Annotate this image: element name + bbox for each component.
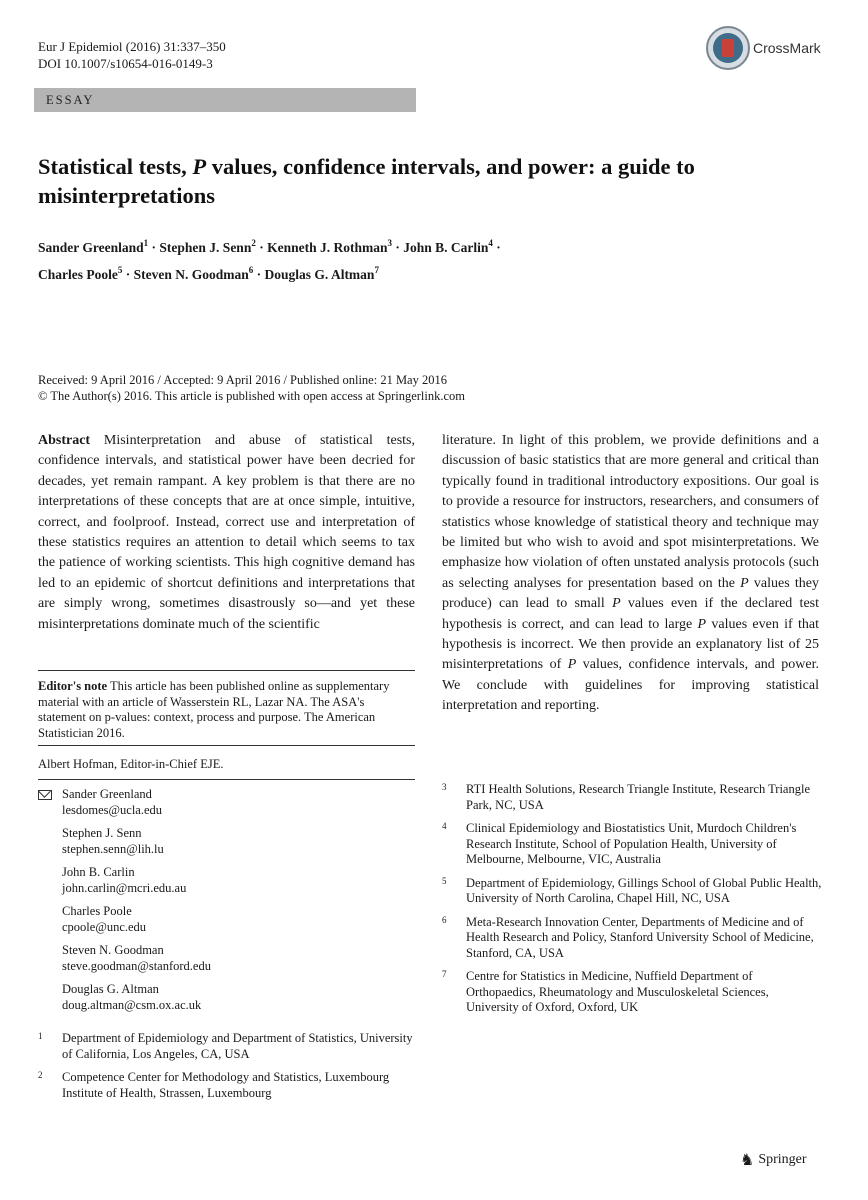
correspondent-email[interactable]: stephen.senn@lih.lu <box>62 841 164 856</box>
affiliation-item <box>38 1070 415 1101</box>
crossmark-icon <box>706 26 750 70</box>
affiliation-text: Department of Epidemiology and Department of Statistics, University of California, Los Angeles, CA, USA <box>62 1031 413 1061</box>
correspondence-entry <box>38 826 415 857</box>
author-affiliation-marker: 7 <box>374 265 379 275</box>
author-line-1: Sander Greenland$^1$ · Stephen J. Senn$^2$ · Kenneth J. Rothman$^3$ · John B. Carlin$^4$ · <box>38 238 501 255</box>
affiliation-item <box>442 915 822 962</box>
affiliation-number: 1 <box>38 1031 43 1041</box>
affiliation-item <box>442 821 822 868</box>
author-name[interactable]: Douglas G. Altman <box>264 267 375 282</box>
affiliations-right <box>442 782 822 1024</box>
affiliation-item <box>442 876 822 907</box>
author-name[interactable]: Sander Greenland <box>38 240 144 255</box>
author-line-2: Charles Poole$^5$ · Steven N. Goodman$^6$ · Douglas G. Altman$^7$ <box>38 265 379 282</box>
affiliation-text: Competence Center for Methodology and Statistics, Luxembourg Institute of Health, Strassen, Luxembourg <box>62 1070 390 1100</box>
correspondent-email[interactable]: steve.goodman@stanford.edu <box>62 958 211 973</box>
abstract-text-left: Misinterpretation and abuse of statistical tests, confidence intervals, and statistical power have been decried for decades, yet remain rampant. A key problem is that there are no interpretations of these concepts that are at once simple, intuitive, correct, and foolproof. Instead, correct use and interpretation of these statistics requires an attention to detail which seems to tax the patience of working scientists. This high cognitive demand has led to an epidemic of shortcut definitions and interpretations that are simply wrong, sometimes disastrously so—and yet these misinterpretations dominate much of the scientific <box>38 433 416 632</box>
divider <box>38 745 415 746</box>
affiliation-number: 2 <box>38 1070 43 1080</box>
correspondence-entry <box>38 865 415 896</box>
affiliation-number: 4 <box>442 821 447 831</box>
affiliation-text: Meta-Research Innovation Center, Departments of Medicine and of Health Research and Policy, Stanford University School of Medicine, Stanford, CA, USA <box>466 914 814 960</box>
crossmark-label: CrossMark <box>753 40 821 56</box>
correspondent-name: Douglas G. Altman <box>62 982 159 996</box>
divider <box>38 670 415 671</box>
editor-note <box>38 679 415 741</box>
correspondence-entry <box>38 982 415 1013</box>
correspondent-email[interactable]: cpoole@unc.edu <box>62 919 147 934</box>
section-label: ESSAY <box>34 88 416 112</box>
author-affiliation-marker: 5 <box>117 265 123 275</box>
correspondent-name: Charles Poole <box>62 904 132 918</box>
springer-horse-icon: ♞ <box>740 1152 755 1169</box>
publisher-logo <box>740 1150 807 1170</box>
author-name[interactable]: Steven N. Goodman <box>133 267 249 282</box>
correspondent-name: Steven N. Goodman <box>62 943 164 957</box>
correspondent-email[interactable]: john.carlin@mcri.edu.au <box>62 880 187 895</box>
envelope-icon <box>38 790 52 800</box>
affiliations-left <box>38 1031 415 1109</box>
divider <box>38 779 415 780</box>
copyright-line: © The Author(s) 2016. This article is published with open access at Springerlink.com <box>38 389 466 403</box>
editor-note-label: Editor's note <box>38 679 108 693</box>
affiliation-item <box>442 969 822 1016</box>
editor-note-text: This article has been published online as supplementary material with an article of Wasserstein RL, Lazar NA. The ASA's statement on p-values: context, process and purpose. The American Statistician 2016. <box>38 679 390 740</box>
affiliation-number: 5 <box>442 875 447 886</box>
journal-info <box>38 38 226 72</box>
author-name[interactable]: Kenneth J. Rothman <box>267 240 388 255</box>
affiliation-text: Department of Epidemiology, Gillings School of Global Public Health, University of North Carolina, Chapel Hill, NC, USA <box>466 875 822 905</box>
correspondent-name: Stephen J. Senn <box>62 826 142 840</box>
correspondent-email[interactable]: doug.altman@csm.ox.ac.uk <box>62 997 202 1012</box>
affiliation-number: 6 <box>442 914 447 925</box>
author-affiliation-marker: 2 <box>251 238 256 248</box>
correspondent-name: Sander Greenland <box>62 787 152 801</box>
affiliation-text: Clinical Epidemiology and Biostatistics Unit, Murdoch Children's Research Institute, School of Population Health, University of Melbourne, Melbourne, VIC, Australia <box>466 821 797 866</box>
publisher-name: Springer <box>758 1152 807 1167</box>
affiliation-text: RTI Health Solutions, Research Triangle Institute, Research Triangle Park, NC, USA <box>466 782 810 812</box>
affiliation-number: 3 <box>442 782 447 792</box>
publication-dates <box>38 372 465 404</box>
correspondent-name: John B. Carlin <box>62 865 135 879</box>
affiliation-text: Centre for Statistics in Medicine, Nuffield Department of Orthopaedics, Rheumatology and Musculoskeletal Sciences, University of Oxford, Oxford, UK <box>466 969 769 1014</box>
author-name[interactable]: Stephen J. Senn <box>159 240 252 255</box>
correspondence-entry <box>38 787 415 818</box>
abstract-left <box>38 431 415 635</box>
author-affiliation-marker: 6 <box>248 265 254 275</box>
dates-line: Received: 9 April 2016 / Accepted: 9 April 2016 / Published online: 21 May 2016 <box>38 373 447 387</box>
correspondent-email[interactable]: lesdomes@ucla.edu <box>62 802 163 817</box>
correspondence-entry <box>38 904 415 935</box>
correspondence-entry <box>38 943 415 974</box>
doi[interactable]: DOI 10.1007/s10654-016-0149-3 <box>38 56 213 71</box>
author-affiliation-marker: 4 <box>488 238 493 248</box>
editor-signature: Albert Hofman, Editor-in-Chief EJE. <box>38 757 224 771</box>
affiliation-item <box>38 1031 415 1062</box>
affiliation-item <box>442 782 822 813</box>
author-name[interactable]: Charles Poole <box>38 267 118 282</box>
abstract-label: Abstract <box>38 433 91 448</box>
author-affiliation-marker: 1 <box>143 238 149 248</box>
author-affiliation-marker: 3 <box>387 238 392 248</box>
author-list <box>38 232 828 286</box>
article-title: Statistical tests, P values, confidence intervals, and power: a guide to misinterpretations <box>38 154 695 208</box>
journal-citation: Eur J Epidemiol (2016) 31:337–350 <box>38 39 226 54</box>
crossmark-badge[interactable] <box>706 26 821 70</box>
author-name[interactable]: John B. Carlin <box>403 240 489 255</box>
affiliation-number: 7 <box>442 969 447 979</box>
abstract-right: literature. In light of this problem, we provide definitions and a discussion of basic statistics that are more general and critical than typically found in traditional introductory expositions. Our goal is to provide a resource for instructors, researchers, and consumers of statistics whose knowledge of statistical theory and technique may be limited but who wish to avoid and spot misinterpretations. We emphasize how violation of often unstated analysis protocols (such as selecting analyses for presentation based on the P values they produce) can lead to small P values even if the declared test hypothesis is correct, and can lead to large P values even if that hypothesis is incorrect. We then provide an explanatory list of 25 misinterpretations of P values, confidence intervals, and power. We conclude with guidelines for improving statistical interpretation and reporting. <box>442 433 820 714</box>
correspondence-list <box>38 787 415 1021</box>
